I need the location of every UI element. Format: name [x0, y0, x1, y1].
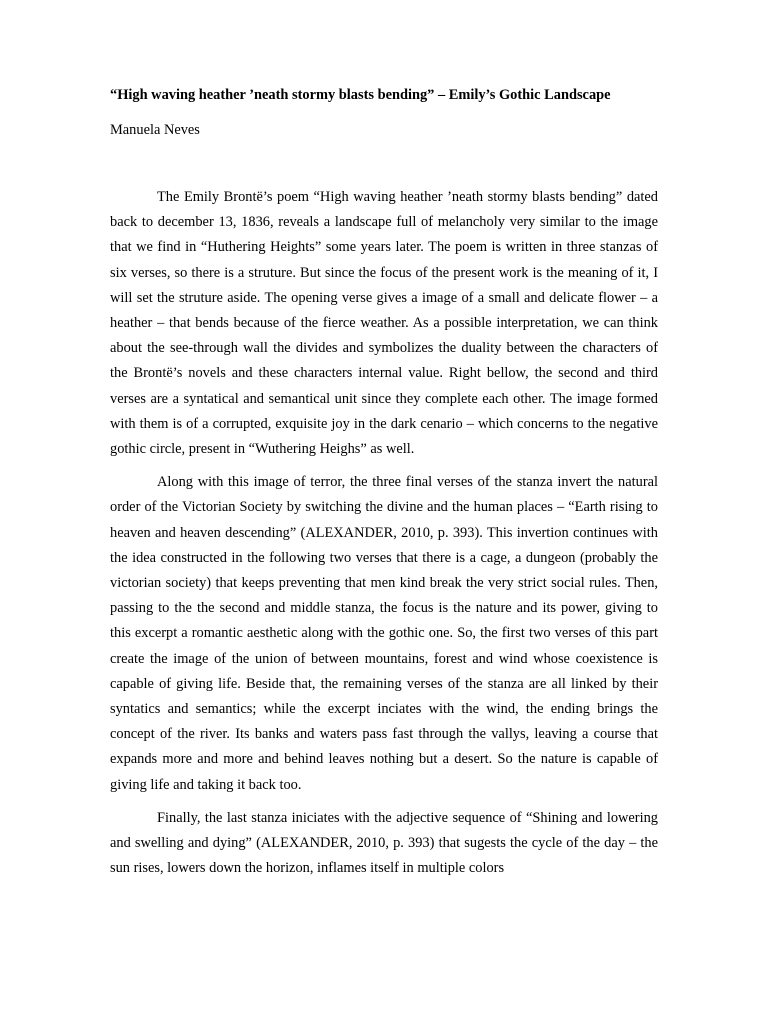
paragraph-3: Finally, the last stanza iniciates with the adjective sequence of “Shining and lowering and swelling and dying” (ALEXANDER, 2010, p. 393) that sugests the cycle of the day – the sun rises, lowers down the horizon, inflames itself in multiple colors: [110, 809, 658, 877]
essay-title: “High waving heather ’neath stormy blasts bending” – Emily’s Gothic Landscape: [110, 87, 611, 103]
essay-body: [110, 185, 658, 889]
paragraph-1: The Emily Brontë’s poem “High waving heather ’neath stormy blasts bending” dated back to december 13, 1836, reveals a landscape full of melancholy very similar to the image that we find in “Huthering Heights” some years later. The poem is written in three stanzas of six verses, so there is a struture. But since the focus of the present work is the meaning of it, I will set the struture aside. The opening verse gives a image of a small and delicate flower – a heather – that bends because of the fierce weather. As a possible interpretation, we can think about the see-through wall the divides and symbolizes the duality between the characters of the Brontë’s novels and these characters internal value. Right bellow, the second and third verses are a syntatical and semantical unit since they complete each other. The image formed with them is of a corrupted, exquisite joy in the dark cenario – which concerns to the negative gothic circle, present in “Wuthering Heighs” as well.: [110, 189, 658, 458]
author-name: Manuela Neves: [110, 122, 200, 138]
paragraph-2: Along with this image of terror, the three final verses of the stanza invert the natural order of the Victorian Society by switching the divine and the human places – “Earth rising to heaven and heaven descending” (ALEXANDER, 2010, p. 393). This invertion continues with the idea constructed in the following two verses that there is a cage, a dungeon (probably the victorian society) that keeps preventing that men kind break the very strict social rules. Then, passing to the the second and middle stanza, the focus is the nature and its power, giving to this excerpt a romantic aesthetic along with the gothic one. So, the first two verses of this part create the image of the union of between mountains, forest and wind whose coexistence is capable of giving life. Beside that, the remaining verses of the stanza are all linked by their syntatics and semantics; while the excerpt inciates with the wind, the ending brings the concept of the river. Its banks and waters pass fast through the vallys, leaving a course that expands more and more and behind leaves nothing but a desert. So the nature is capable of giving life and taking it back too.: [110, 474, 658, 793]
